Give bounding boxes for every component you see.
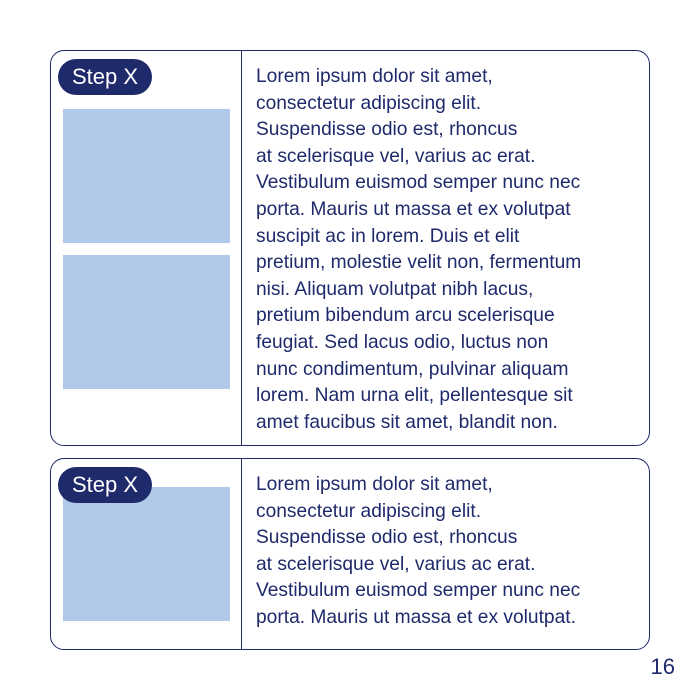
step-card-2: [50, 458, 650, 650]
image-placeholder: [63, 255, 230, 389]
image-placeholder: [63, 109, 230, 243]
page-number: 16: [650, 654, 675, 679]
step-body-text: Lorem ipsum dolor sit amet, consectetur adipiscing elit. Suspendisse odio est, rhoncus at scelerisque vel, varius ac erat. Vestibulum euismod semper nunc nec porta. Mauris ut massa et ex volutpat suscipit ac in lorem. Duis et elit pretium, molestie velit non, fermentum nisi. Aliquam volutpat nibh lacus, pretium bibendum arcu scelerisque feugiat. Sed lacus odio, luctus non nunc condimentum, pulvinar aliquam lorem. Nam urna elit, pellentesque sit amet faucibus sit amet, blandit non.: [256, 66, 582, 433]
column-divider: [241, 459, 242, 649]
column-divider: [241, 51, 242, 445]
step-badge: Step X: [58, 59, 152, 95]
step-card-1: [50, 50, 650, 446]
image-placeholder: [63, 487, 230, 621]
step-badge: Step X: [58, 467, 152, 503]
step-body-text: Lorem ipsum dolor sit amet, consectetur adipiscing elit. Suspendisse odio est, rhoncus at scelerisque vel, varius ac erat. Vestibulum euismod semper nunc nec porta. Mauris ut massa et ex volutpat.: [256, 474, 581, 628]
